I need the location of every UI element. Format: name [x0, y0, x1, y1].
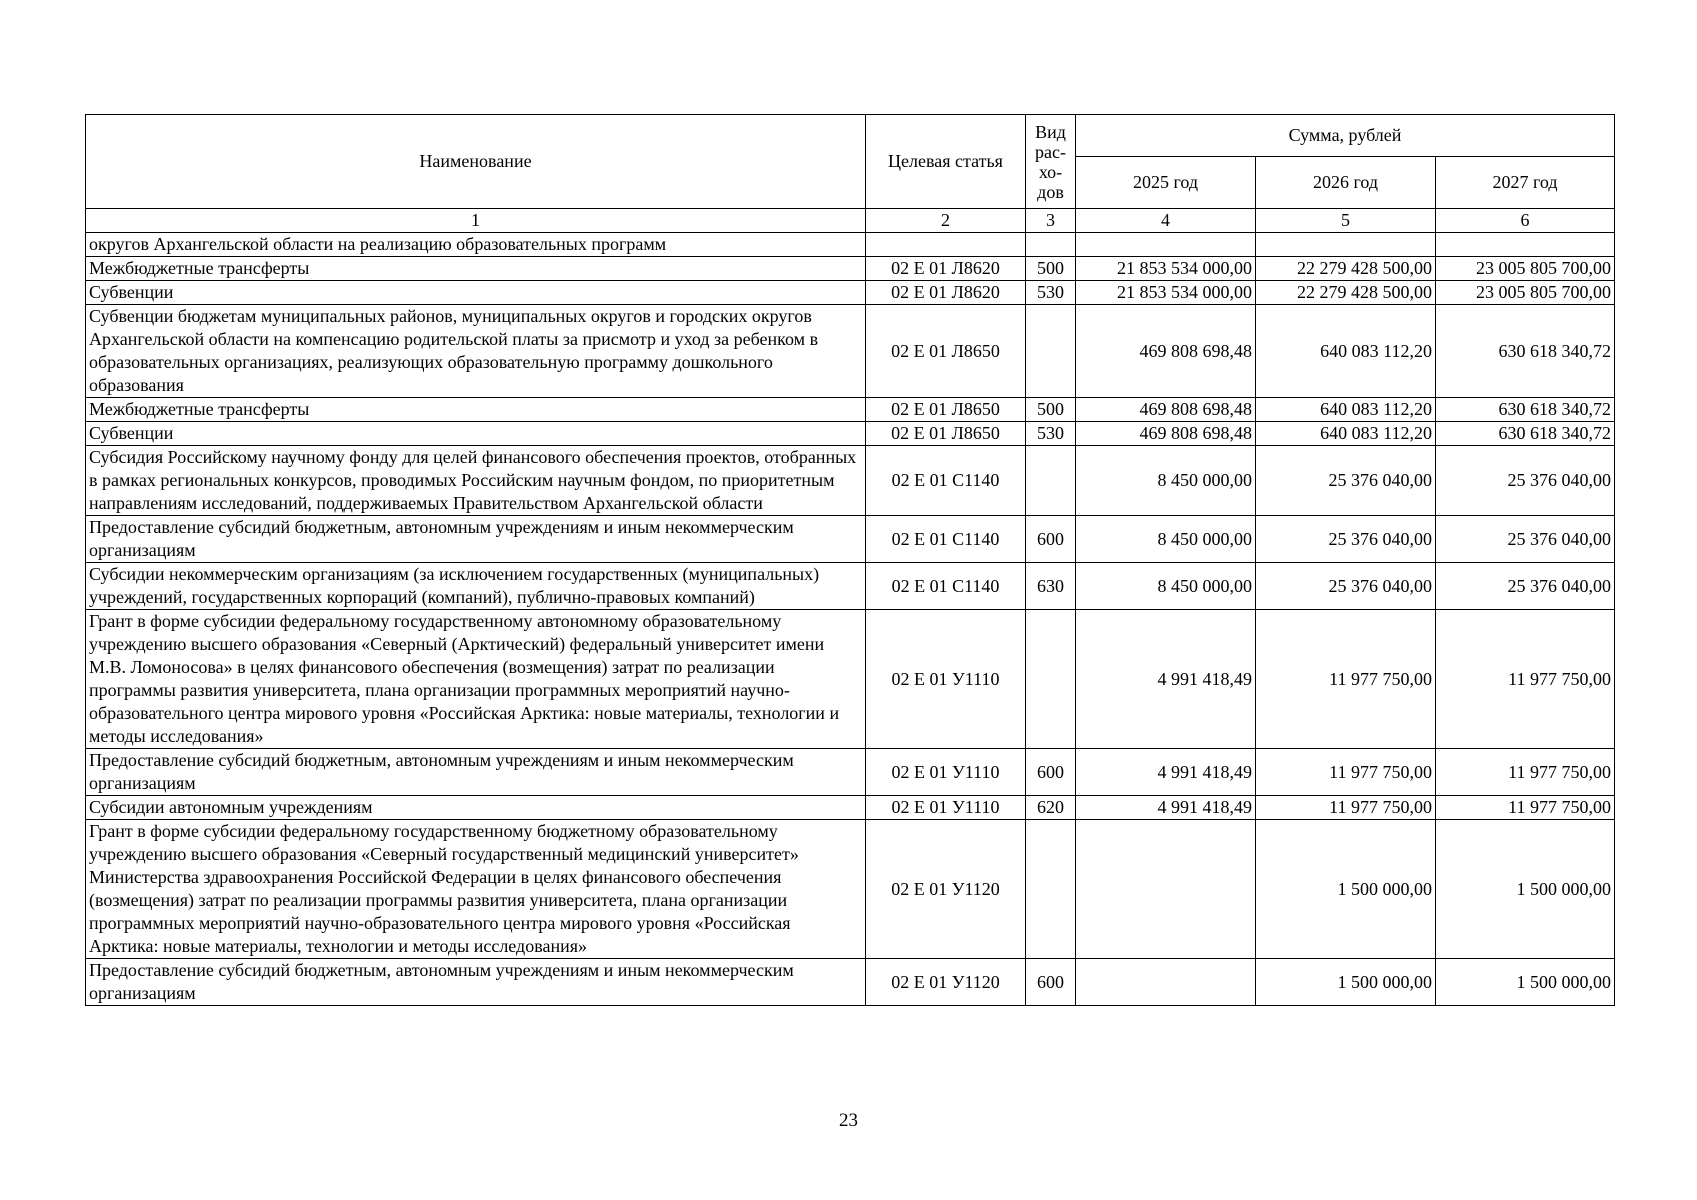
row-amount-2025: 469 808 698,48 [1076, 398, 1256, 422]
row-expense-type: 500 [1026, 257, 1076, 281]
row-name: Субсидия Российскому научному фонду для целей финансового обеспечения проектов, отобранных в рамках региональных конкурсов, проводимых Российским научным фондом, по приоритетным направлениям исследований, поддерживаемых Правительством Архангельской области [86, 446, 866, 516]
row-amount-2027: 630 618 340,72 [1436, 422, 1615, 446]
row-amount-2027: 1 500 000,00 [1436, 820, 1615, 959]
row-amount-2027: 23 005 805 700,00 [1436, 281, 1615, 305]
row-target-article: 02 Е 01 Л8620 [866, 257, 1026, 281]
column-number: 1 [86, 209, 866, 233]
table-row [86, 820, 1615, 959]
column-number: 3 [1026, 209, 1076, 233]
row-target-article: 02 Е 01 С1140 [866, 563, 1026, 610]
row-name: Субвенции бюджетам муниципальных районов, муниципальных округов и городских округов Архангельской области на компенсацию родительской платы за присмотр и уход за ребенком в образовательных организациях, реализующих образовательную программу дошкольного образования [86, 305, 866, 398]
row-amount-2025: 8 450 000,00 [1076, 516, 1256, 563]
row-amount-2026: 11 977 750,00 [1256, 749, 1436, 796]
row-name: Межбюджетные трансферты [86, 257, 866, 281]
row-amount-2027: 630 618 340,72 [1436, 305, 1615, 398]
header-vid-line: дов [1037, 181, 1064, 202]
row-expense-type: 620 [1026, 796, 1076, 820]
row-amount-2026 [1256, 233, 1436, 257]
row-amount-2027: 630 618 340,72 [1436, 398, 1615, 422]
row-target-article: 02 Е 01 Л8650 [866, 398, 1026, 422]
row-amount-2027: 11 977 750,00 [1436, 796, 1615, 820]
row-expense-type [1026, 233, 1076, 257]
row-amount-2025: 469 808 698,48 [1076, 422, 1256, 446]
row-amount-2027 [1436, 233, 1615, 257]
table-row [86, 281, 1615, 305]
table-row [86, 959, 1615, 1006]
row-expense-type: 630 [1026, 563, 1076, 610]
row-target-article: 02 Е 01 У1110 [866, 749, 1026, 796]
header-vid-line: хо- [1038, 161, 1063, 182]
row-amount-2026: 11 977 750,00 [1256, 796, 1436, 820]
row-amount-2027: 23 005 805 700,00 [1436, 257, 1615, 281]
header-year-2025: 2025 год [1076, 157, 1256, 209]
row-target-article: 02 Е 01 С1140 [866, 446, 1026, 516]
column-number: 5 [1256, 209, 1436, 233]
row-target-article: 02 Е 01 Л8650 [866, 422, 1026, 446]
row-target-article: 02 Е 01 Л8650 [866, 305, 1026, 398]
row-amount-2025: 21 853 534 000,00 [1076, 257, 1256, 281]
table-row [86, 257, 1615, 281]
table-row [86, 305, 1615, 398]
row-name: Грант в форме субсидии федеральному государственному бюджетному образовательному учреждению высшего образования «Северный государственный медицинский университет» Министерства здравоохранения Российской Федерации в целях финансового обеспечения (возмещения) затрат по реализации программы развития университета, плана организации программных мероприятий научно-образовательного центра мирового уровня «Российская Арктика: новые материалы, технологии и методы исследования» [86, 820, 866, 959]
row-amount-2026: 640 083 112,20 [1256, 422, 1436, 446]
row-amount-2026: 25 376 040,00 [1256, 446, 1436, 516]
row-expense-type [1026, 446, 1076, 516]
row-expense-type: 600 [1026, 959, 1076, 1006]
header-expense-type [1026, 115, 1076, 209]
row-name: округов Архангельской области на реализацию образовательных программ [86, 233, 866, 257]
row-amount-2027: 11 977 750,00 [1436, 749, 1615, 796]
row-amount-2025: 469 808 698,48 [1076, 305, 1256, 398]
row-expense-type: 600 [1026, 516, 1076, 563]
row-amount-2025: 4 991 418,49 [1076, 749, 1256, 796]
row-target-article: 02 Е 01 У1120 [866, 820, 1026, 959]
table-row [86, 422, 1615, 446]
row-expense-type [1026, 305, 1076, 398]
row-name: Предоставление субсидий бюджетным, автономным учреждениям и иным некоммерческим организациям [86, 516, 866, 563]
row-target-article: 02 Е 01 У1110 [866, 796, 1026, 820]
row-amount-2025: 4 991 418,49 [1076, 610, 1256, 749]
row-expense-type [1026, 610, 1076, 749]
row-name: Субсидии автономным учреждениям [86, 796, 866, 820]
row-expense-type: 530 [1026, 422, 1076, 446]
row-target-article: 02 Е 01 У1120 [866, 959, 1026, 1006]
header-name: Наименование [86, 115, 866, 209]
row-amount-2026: 11 977 750,00 [1256, 610, 1436, 749]
column-number-row [86, 209, 1615, 233]
table-row [86, 610, 1615, 749]
table-row [86, 516, 1615, 563]
row-name: Субвенции [86, 281, 866, 305]
table-row [86, 398, 1615, 422]
row-amount-2027: 25 376 040,00 [1436, 516, 1615, 563]
row-amount-2027: 1 500 000,00 [1436, 959, 1615, 1006]
row-amount-2027: 25 376 040,00 [1436, 446, 1615, 516]
row-amount-2025 [1076, 820, 1256, 959]
row-target-article [866, 233, 1026, 257]
header-vid-line: рас- [1035, 141, 1066, 162]
column-number: 4 [1076, 209, 1256, 233]
row-name: Грант в форме субсидии федеральному государственному автономному образовательному учреждению высшего образования «Северный (Арктический) федеральный университет имени М.В. Ломоносова» в целях финансового обеспечения (возмещения) затрат по реализации программы развития университета, плана организации программных мероприятий научно-образовательного центра мирового уровня «Российская Арктика: новые материалы, технологии и методы исследования» [86, 610, 866, 749]
row-expense-type: 500 [1026, 398, 1076, 422]
row-target-article: 02 Е 01 С1140 [866, 516, 1026, 563]
row-amount-2025: 8 450 000,00 [1076, 446, 1256, 516]
table-row [86, 749, 1615, 796]
header-year-2026: 2026 год [1256, 157, 1436, 209]
row-amount-2025: 4 991 418,49 [1076, 796, 1256, 820]
row-name: Предоставление субсидий бюджетным, автономным учреждениям и иным некоммерческим организациям [86, 959, 866, 1006]
row-amount-2025 [1076, 959, 1256, 1006]
column-number: 2 [866, 209, 1026, 233]
table-row [86, 796, 1615, 820]
table-row [86, 446, 1615, 516]
budget-table [85, 114, 1615, 1006]
table-row [86, 563, 1615, 610]
row-name: Субвенции [86, 422, 866, 446]
row-amount-2026: 25 376 040,00 [1256, 563, 1436, 610]
row-amount-2026: 1 500 000,00 [1256, 959, 1436, 1006]
row-amount-2027: 25 376 040,00 [1436, 563, 1615, 610]
row-expense-type: 530 [1026, 281, 1076, 305]
row-target-article: 02 Е 01 Л8620 [866, 281, 1026, 305]
row-amount-2025: 21 853 534 000,00 [1076, 281, 1256, 305]
table-row [86, 233, 1615, 257]
row-name: Межбюджетные трансферты [86, 398, 866, 422]
row-amount-2026: 640 083 112,20 [1256, 398, 1436, 422]
header-sum: Сумма, рублей [1076, 115, 1615, 157]
row-amount-2025: 8 450 000,00 [1076, 563, 1256, 610]
column-number: 6 [1436, 209, 1615, 233]
row-expense-type [1026, 820, 1076, 959]
page-number: 23 [839, 1110, 858, 1131]
header-vid-line: Вид [1035, 121, 1066, 142]
row-name: Предоставление субсидий бюджетным, автономным учреждениям и иным некоммерческим организациям [86, 749, 866, 796]
row-amount-2027: 11 977 750,00 [1436, 610, 1615, 749]
row-amount-2026: 22 279 428 500,00 [1256, 281, 1436, 305]
row-amount-2026: 1 500 000,00 [1256, 820, 1436, 959]
header-target-article: Целевая статья [866, 115, 1026, 209]
row-amount-2025 [1076, 233, 1256, 257]
row-amount-2026: 22 279 428 500,00 [1256, 257, 1436, 281]
row-name: Субсидии некоммерческим организациям (за исключением государственных (муниципальных) учреждений, государственных корпораций (компаний), публично-правовых компаний) [86, 563, 866, 610]
row-amount-2026: 640 083 112,20 [1256, 305, 1436, 398]
row-amount-2026: 25 376 040,00 [1256, 516, 1436, 563]
row-expense-type: 600 [1026, 749, 1076, 796]
row-target-article: 02 Е 01 У1110 [866, 610, 1026, 749]
header-year-2027: 2027 год [1436, 157, 1615, 209]
header-row [86, 115, 1615, 157]
